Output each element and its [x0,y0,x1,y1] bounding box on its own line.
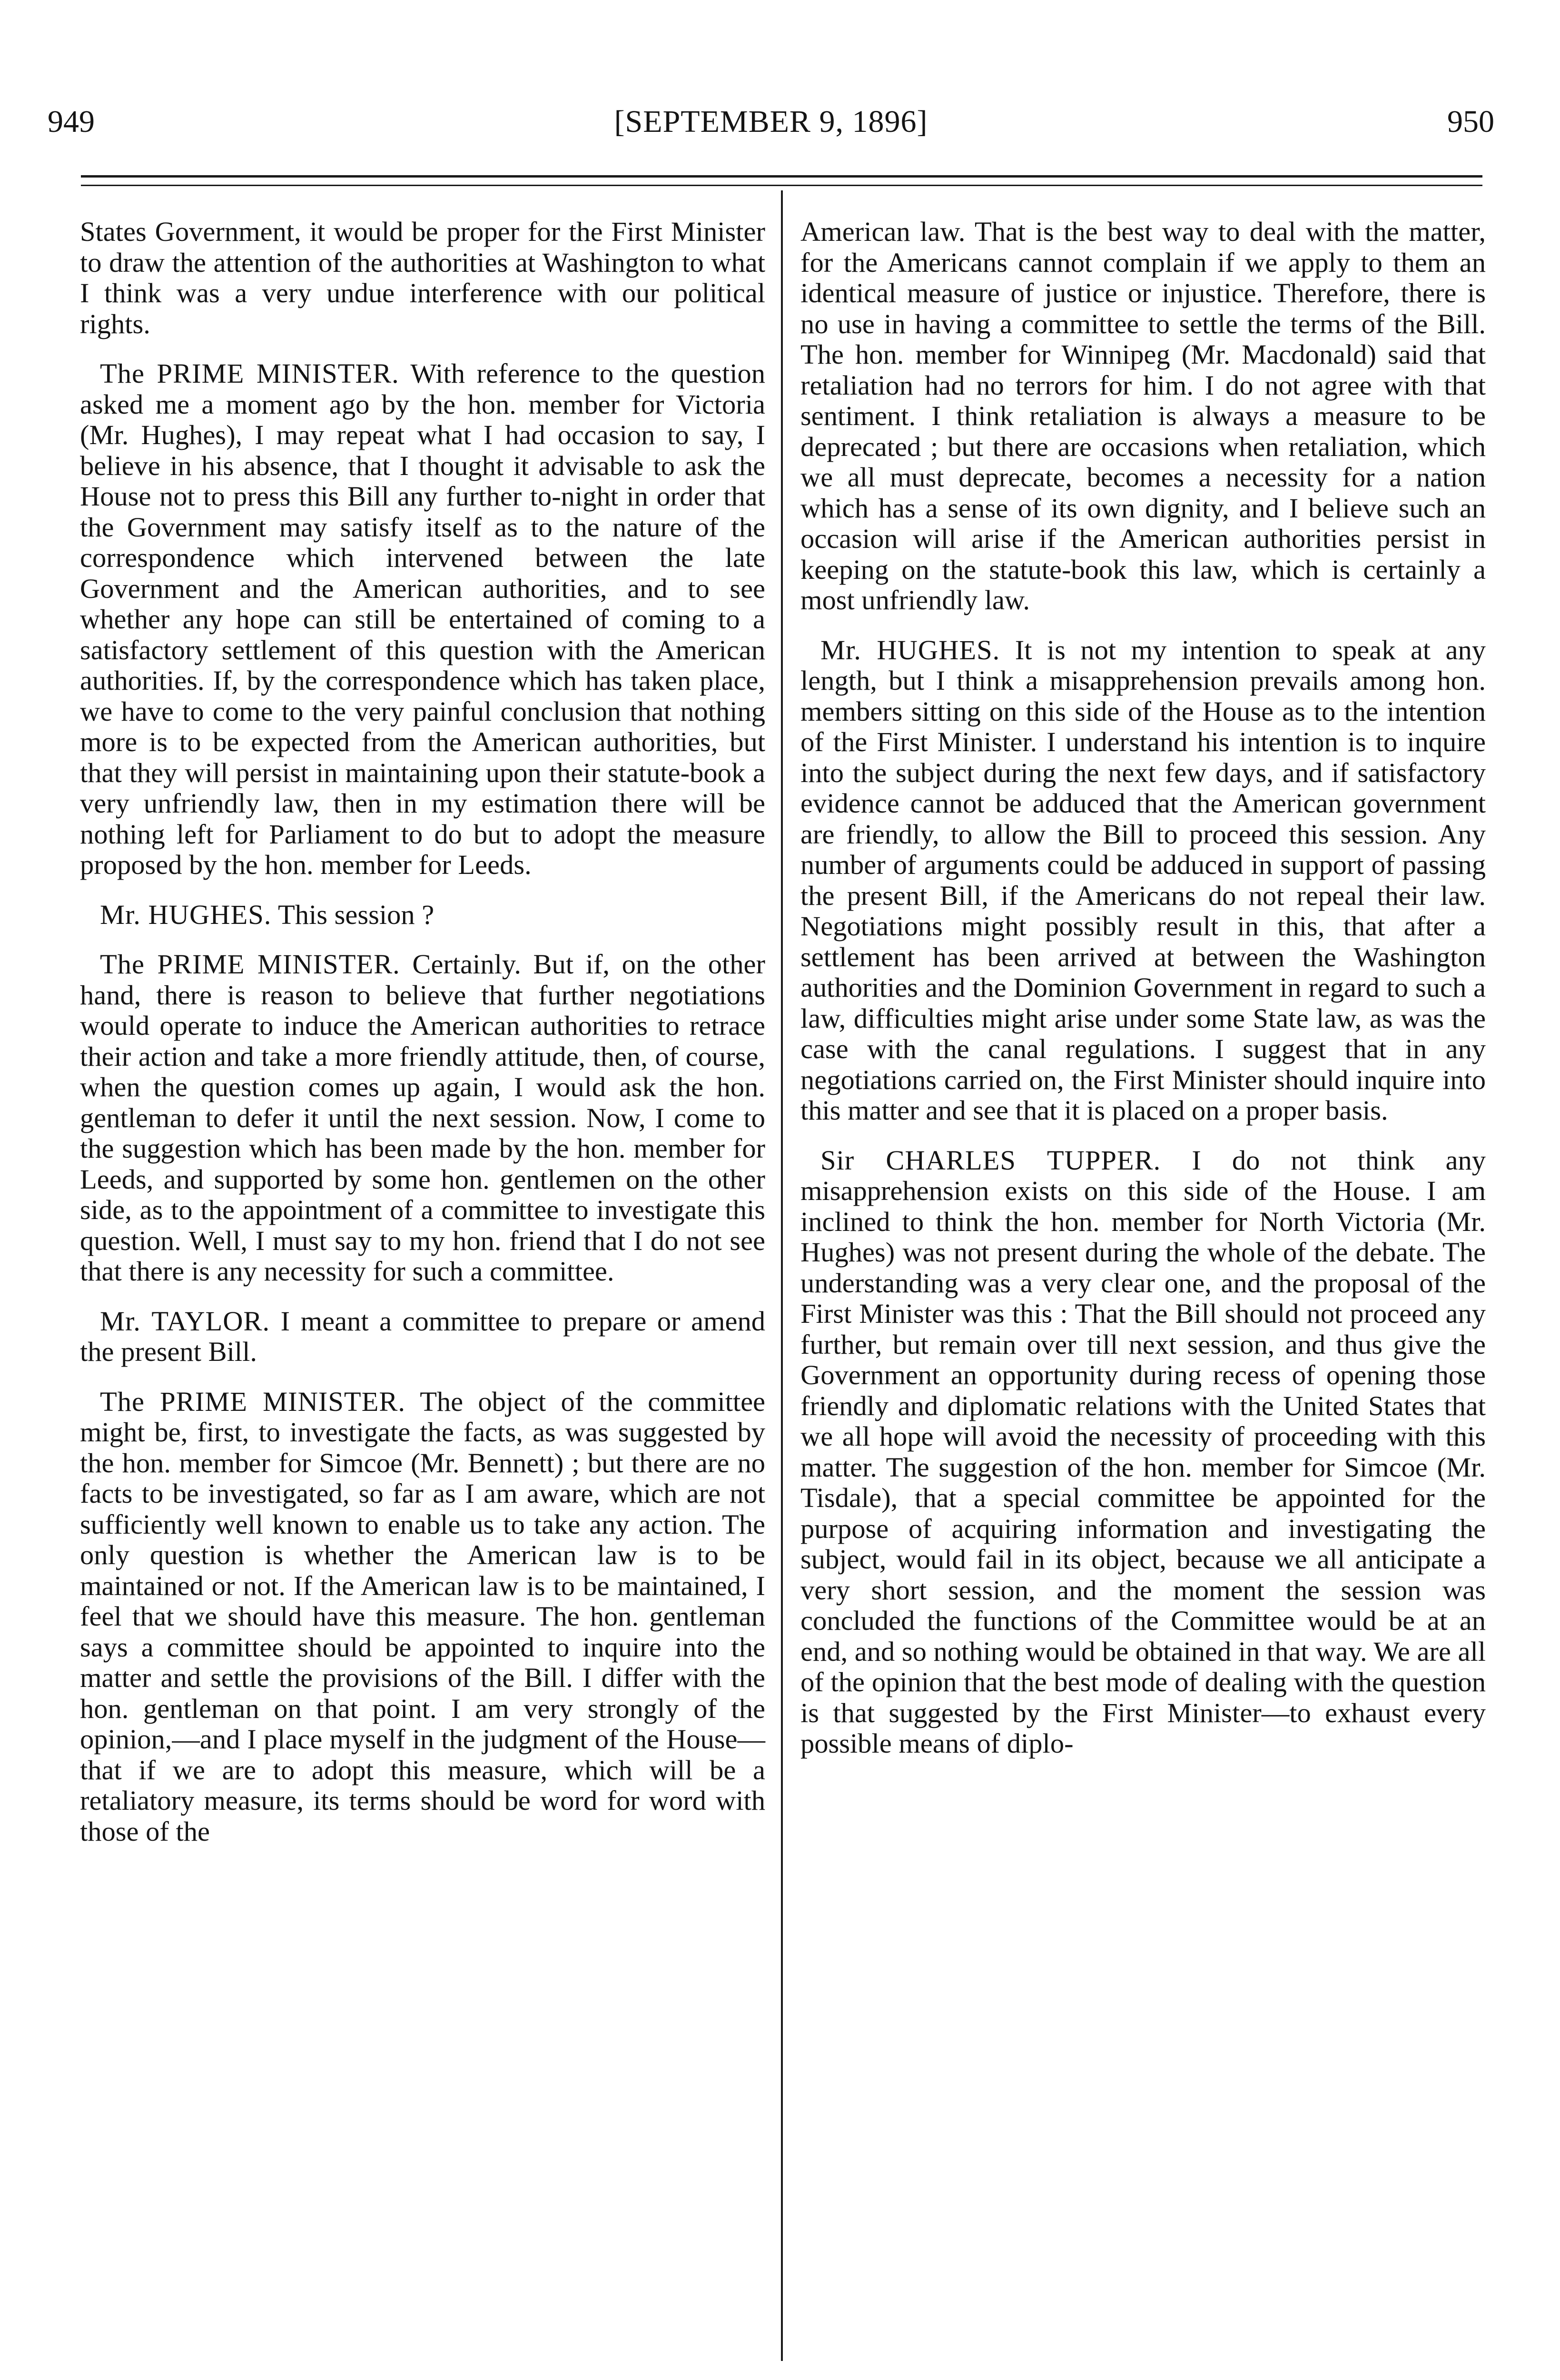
speaker-name: Mr. HUGHES. [820,634,1000,665]
paragraph [800,217,1486,616]
paragraph [80,900,765,931]
speaker-name: The PRIME MINISTER. [100,358,399,389]
paragraph [800,1145,1486,1759]
sitting-date: [SEPTEMBER 9, 1896] [614,104,928,139]
paragraph-text: Certainly. But if, on the other hand, there is reason to believe that further negotiations would operate to induce the American authorities to retrace their action and take a more friendly attitude, then, of course, when the question comes up again, I would ask the hon. gentleman to defer it until the next session. Now, I come to the suggestion which has been made by the hon. member for Leeds, and supported by some hon. gentlemen on the other side, as to the appointment of a committee to investigate this question. Well, I must say to my hon. friend that I do not see that there is any necessity for such a committee. [80,949,765,1287]
paragraph-text: With reference to the question asked me a moment ago by the hon. member for Victoria (Mr. Hughes), I may repeat what I had occasion to say, I believe in his absence, that I thought it advisable to ask the House not to press this Bill any further to-night in order that the Government may satisfy itself as to the nature of the correspondence which intervened between the late Government and the American authorities, and to see whether any hope can still be entertained of coming to a satisfactory settlement of this question with the American authorities. If, by the correspondence which has taken place, we have to come to the very painful conclusion that nothing more is to be expected from the American authorities, but that they will persist in maintaining upon their statute-book a very unfriendly law, then in my estimation there will be nothing left for Parliament to do but to adopt the measure proposed by the hon. member for Leeds. [80,358,765,880]
header-rule-top [81,175,1482,178]
paragraph [800,635,1486,1126]
paragraph [80,1306,765,1368]
paragraph [80,949,765,1287]
paragraph-text: The object of the committee might be, first, to investigate the facts, as was suggested by the hon. member for Simcoe (Mr. Bennett) ; but there are no facts to be investigated, so far as I am aware, which are not sufficiently well known to enable us to take any action. The only question is whether the American law is to be maintained or not. If the American law is to be maintained, I feel that we should have this measure. The hon. gentleman says a committee should be appointed to inquire into the matter and settle the provisions of the Bill. I differ with the hon. gentleman on that point. I am very strongly of the opinion,—and I place myself in the judgment of the House—that if we are to adopt this measure, which will be a retaliatory measure, its terms should be word for word with those of the [80,1386,766,1847]
paragraph [80,1387,765,1847]
right-column [800,217,1486,1759]
speaker-name: Mr. HUGHES. [100,899,272,930]
page-header [48,95,1494,148]
speaker-name: Mr. TAYLOR. [100,1305,270,1337]
paragraph-text: It is not my intention to speak at any length, but I think a misapprehension prevails among hon. members sitting on this side of the House as to the intention of the First Minister. I understand his intention is to inquire into the subject during the next few days, and if satisfactory evidence cannot be adduced that the American government are friendly, to allow the Bill to proceed this session. Any number of arguments could be adduced in support of passing the present Bill, if the Americans do not repeal their law. Negotiations might possibly result in this, that after a settlement has been arrived at between the Washington authorities and the Dominion Government in regard to such a law, difficulties might arise under some State law, as was the case with the canal regulations. I suggest that in any negotiations carried on, the First Minister should inquire into this matter and see that it is placed on a proper basis. [800,634,1486,1126]
left-column [80,217,765,1847]
page-number-left: 949 [48,104,95,139]
paragraph-text: States Government, it would be proper for the First Minister to draw the attention of the authorities at Washington to what I think was a very undue interference with our political rights. [80,216,765,339]
paragraph-text: I do not think any misapprehension exists on this side of the House. I am inclined to think the hon. member for North Victoria (Mr. Hughes) was not present during the whole of the debate. The understanding was a very clear one, and the proposal of the First Minister was this : That the Bill should not proceed any further, but remain over till next session, and thus give the Government an opportunity during recess of opening those friendly and diplomatic relations with the United States that we all hope will avoid the necessity of proceeding with this matter. The suggestion of the hon. member for Simcoe (Mr. Tisdale), that a special committee be appointed for the purpose of acquiring information and investigating the subject, would fail in its object, because we all anticipate a very short session, and the moment the session was concluded the functions of the Committee would be at an end, and so nothing would be obtained in that way. We are all of the opinion that the best mode of dealing with the question is that suggested by the First Minister—to exhaust every possible means of diplo- [800,1144,1486,1759]
speaker-name: The PRIME MINISTER. [100,1386,406,1417]
header-rule-bottom [81,185,1482,186]
paragraph-text: I meant a committee to prepare or amend the present Bill. [80,1305,765,1367]
speaker-name: Sir CHARLES TUPPER. [820,1144,1161,1176]
paragraph [80,217,765,339]
paragraph [80,358,765,881]
column-divider [781,190,783,2361]
page-number-right: 950 [1447,104,1494,139]
paragraph-text: American law. That is the best way to deal with the matter, for the Americans cannot complain if we apply to them an identical measure of justice or injustice. Therefore, there is no use in having a committee to settle the terms of the Bill. The hon. member for Winnipeg (Mr. Macdonald) said that retaliation had no terrors for him. I do not agree with that sentiment. I think retaliation is always a measure to be deprecated ; but there are occasions when retaliation, which we all must deprecate, becomes a necessity for a nation which has a sense of its own dignity, and I believe such an occasion will arise if the American authorities persist in keeping on the statute-book this law, which is certainly a most unfriendly law. [800,216,1486,615]
paragraph-text: This session ? [277,899,434,930]
speaker-name: The PRIME MINISTER. [100,949,400,980]
